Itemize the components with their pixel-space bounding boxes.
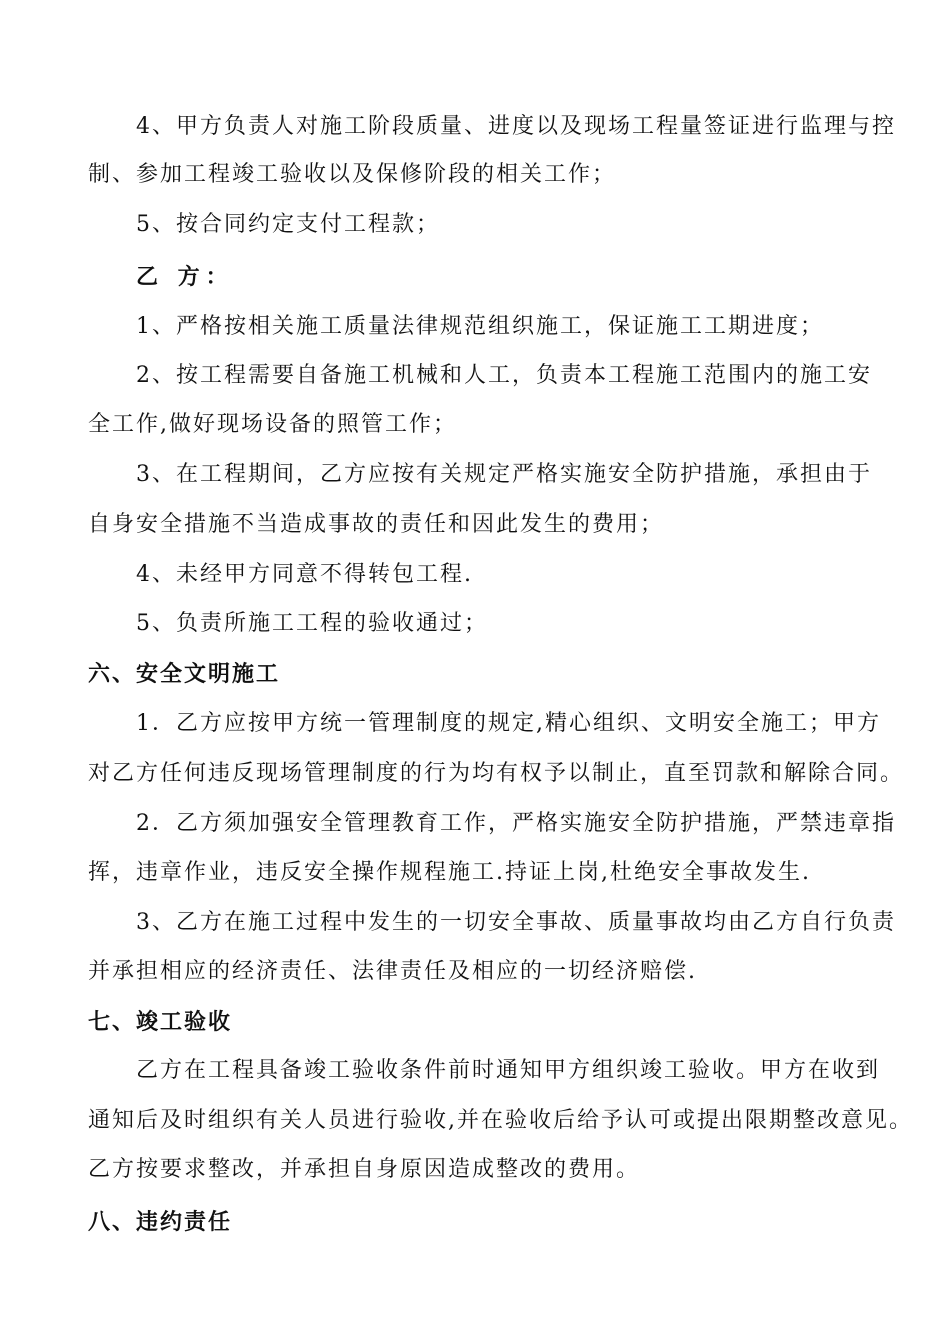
paragraph-line: 5、负责所施工工程的验收通过； [136, 611, 488, 636]
section-heading: 八、违约责任 [88, 1209, 233, 1235]
paragraph-line: 3、乙方在施工过程中发生的一切安全事故、质量事故均由乙方自行负责 [136, 910, 896, 935]
paragraph-line: 并承担相应的经济责任、法律责任及相应的一切经济赔偿. [88, 959, 697, 984]
paragraph-line: 3、在工程期间，乙方应按有关规定严格实施安全防护措施，承担由于 [136, 462, 872, 487]
paragraph-line: 4、甲方负责人对施工阶段质量、进度以及现场工程量签证进行监理与控 [136, 114, 896, 139]
paragraph-line: 5、按合同约定支付工程款； [136, 212, 440, 237]
subheading-party-b: 乙 方： [136, 264, 234, 290]
paragraph-line: 通知后及时组织有关人员进行验收,并在验收后给予认可或提出限期整改意见。 [88, 1108, 913, 1133]
paragraph-line: 对乙方任何违反现场管理制度的行为均有权予以制止，直至罚款和解除合同。 [88, 761, 905, 786]
paragraph-line: 全工作,做好现场设备的照管工作； [88, 412, 457, 437]
paragraph-line: 1．乙方应按甲方统一管理制度的规定,精心组织、文明安全施工；甲方 [136, 711, 881, 736]
paragraph-line: 2．乙方须加强安全管理教育工作，严格实施安全防护措施，严禁违章指 [136, 811, 896, 836]
section-heading: 六、安全文明施工 [88, 661, 281, 687]
paragraph-line: 挥，违章作业，违反安全操作规程施工.持证上岗,杜绝安全事故发生. [88, 860, 811, 885]
paragraph-line: 乙方按要求整改，并承担自身原因造成整改的费用。 [88, 1157, 641, 1182]
paragraph-line: 4、未经甲方同意不得转包工程. [136, 562, 473, 587]
paragraph-line: 1、严格按相关施工质量法律规范组织施工，保证施工工期进度； [136, 314, 824, 339]
paragraph-line: 2、按工程需要自备施工机械和人工，负责本工程施工范围内的施工安 [136, 363, 872, 388]
section-heading: 七、竣工验收 [88, 1009, 233, 1035]
paragraph-line: 制、参加工程竣工验收以及保修阶段的相关工作； [88, 162, 617, 187]
paragraph-line: 自身安全措施不当造成事故的责任和因此发生的费用； [88, 512, 665, 537]
paragraph-line: 乙方在工程具备竣工验收条件前时通知甲方组织竣工验收。甲方在收到 [136, 1058, 881, 1083]
